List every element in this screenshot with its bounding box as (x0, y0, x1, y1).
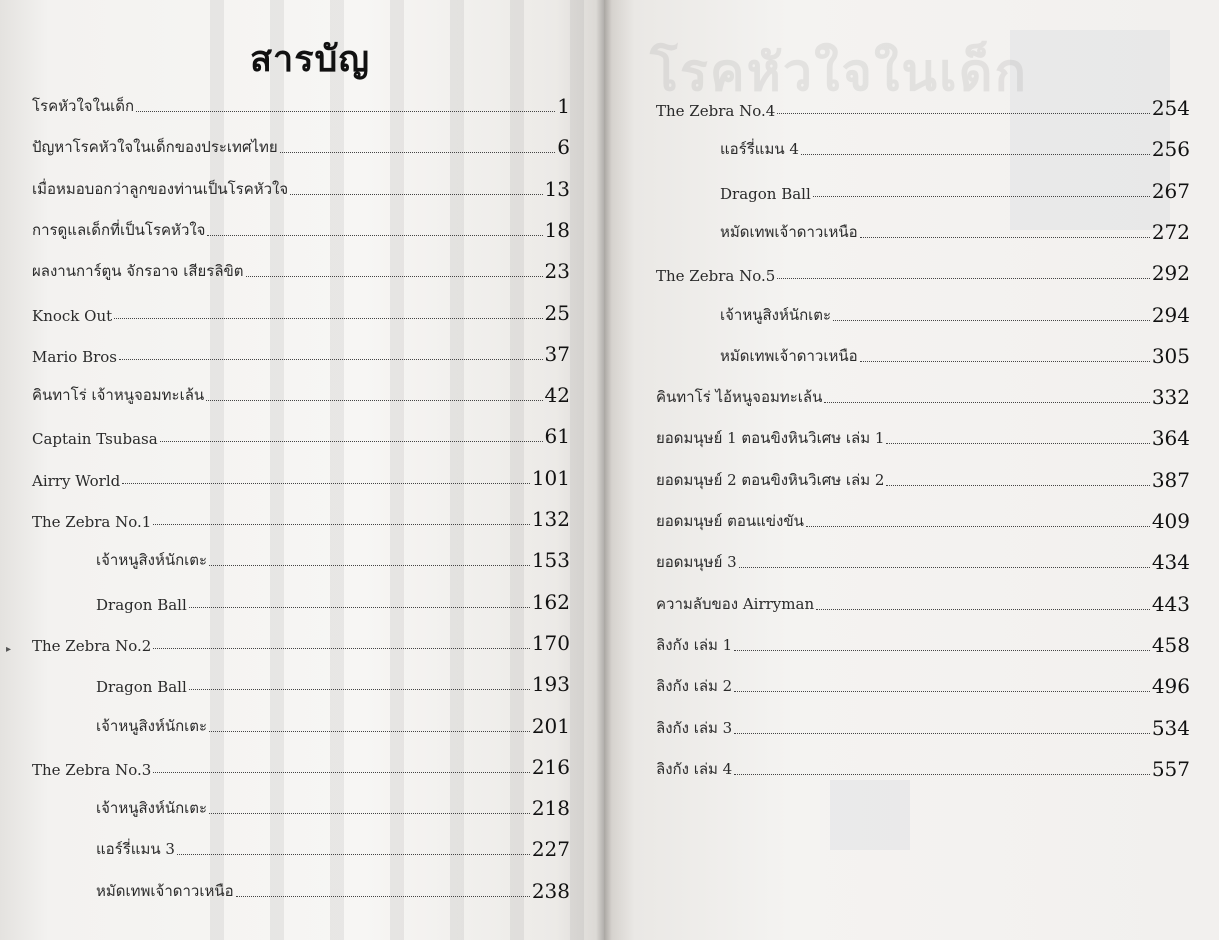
toc-entry (656, 588, 1190, 616)
dot-leader (206, 400, 542, 401)
dot-leader (114, 318, 542, 319)
toc-entry (720, 175, 1190, 203)
toc-entry-title: The Zebra No.2 (32, 636, 152, 655)
toc-entry-title: ยอดมนุษย์ 3 (656, 553, 737, 572)
toc-entry-page-number: 162 (531, 589, 570, 614)
toc-entry-title: ยอดมนุษย์ 2 ตอนขิงหินวิเศษ เล่ม 2 (656, 470, 885, 489)
toc-entry (32, 503, 570, 531)
dot-leader (153, 772, 530, 773)
toc-entry-title: Dragon Ball (96, 678, 187, 697)
dot-leader (246, 276, 543, 277)
toc-entry-page-number: 6 (557, 135, 570, 160)
toc-entry (32, 420, 570, 448)
toc-entry-page-number: 434 (1151, 550, 1190, 575)
dot-leader (209, 731, 530, 732)
toc-entry-title: ลิงกัง เล่ม 1 (656, 635, 733, 654)
dot-leader (136, 111, 555, 112)
toc-entry-page-number: 227 (531, 837, 570, 862)
toc-entry (720, 216, 1190, 244)
toc-entry-title: Captain Tsubasa (32, 430, 158, 449)
dot-leader (886, 443, 1149, 444)
toc-entry-page-number: 42 (544, 383, 570, 408)
toc-entry (656, 257, 1190, 285)
toc-entry-title: หมัดเทพเจ้าดาวเหนือ (96, 881, 234, 900)
toc-entry-page-number: 25 (544, 300, 570, 325)
dot-leader (734, 733, 1150, 734)
toc-entry-title: ลิงกัง เล่ม 2 (656, 677, 733, 696)
dot-leader (160, 441, 543, 442)
toc-entry (656, 712, 1190, 740)
toc-entry-title: ลิงกัง เล่ม 4 (656, 759, 733, 778)
toc-entry (96, 875, 570, 903)
margin-mark: ▸ (6, 644, 12, 655)
toc-entry (656, 753, 1190, 781)
dot-leader (734, 691, 1150, 692)
toc-entry-page-number: 272 (1151, 219, 1190, 244)
dot-leader (860, 361, 1150, 362)
toc-entry-page-number: 292 (1151, 261, 1190, 286)
dot-leader (189, 689, 530, 690)
dot-leader (806, 526, 1150, 527)
dot-leader (119, 359, 543, 360)
dot-leader (189, 607, 530, 608)
dot-leader (734, 650, 1150, 651)
toc-entry-page-number: 132 (531, 507, 570, 531)
toc-entry-page-number: 18 (544, 217, 570, 242)
toc-entry (656, 546, 1190, 574)
dot-leader (153, 648, 530, 649)
toc-entry-page-number: 216 (531, 754, 570, 779)
dot-leader (813, 196, 1150, 197)
toc-entry-title: เจ้าหนูสิงห์นักเตะ (96, 799, 208, 818)
show-through-text: โรคหัวใจในเด็ก (650, 43, 1028, 103)
toc-entry-title: Mario Bros (32, 347, 117, 366)
toc-entry-title: การดูแลเด็กที่เป็นโรคหัวใจ (32, 220, 206, 239)
toc-entry-page-number: 218 (531, 796, 570, 821)
book-gutter (596, 0, 612, 940)
toc-entry (656, 92, 1190, 120)
toc-entry-title: หมัดเทพเจ้าดาวเหนือ (720, 346, 858, 365)
toc-entry-page-number: 201 (531, 713, 570, 738)
dot-leader (860, 237, 1150, 238)
dot-leader (739, 567, 1150, 568)
toc-entry (32, 751, 570, 779)
dot-leader (207, 235, 542, 236)
toc-entry-page-number: 294 (1151, 302, 1190, 327)
toc-entry-title: Dragon Ball (96, 595, 187, 614)
toc-entry-title: ยอดมนุษย์ 1 ตอนขิงหินวิเศษ เล่ม 1 (656, 429, 885, 448)
toc-entry (96, 792, 570, 820)
toc-entry-title: The Zebra No.5 (656, 267, 776, 286)
toc-entry-page-number: 61 (544, 424, 570, 449)
toc-entry (32, 173, 570, 201)
toc-entry-page-number: 332 (1151, 385, 1190, 410)
toc-entry (32, 90, 570, 118)
toc-entry-title: Dragon Ball (720, 184, 811, 203)
toc-entry-page-number: 364 (1151, 426, 1190, 451)
toc-entry (32, 462, 570, 490)
toc-entry-page-number: 238 (531, 878, 570, 903)
page-title: สารบัญ (250, 39, 371, 80)
toc-entry-page-number: 409 (1151, 509, 1190, 533)
dot-leader (816, 609, 1150, 610)
toc-entry-page-number: 101 (531, 465, 570, 490)
toc-entry-title: The Zebra No.1 (32, 513, 152, 531)
toc-entry (96, 586, 570, 614)
toc-entry-title: โรคหัวใจในเด็ก (32, 97, 135, 115)
toc-entry-page-number: 1 (557, 94, 570, 118)
toc-entry-title: ปัญหาโรคหัวใจในเด็กของประเทศไทย (32, 138, 278, 157)
dot-leader (153, 524, 530, 525)
toc-entry-title: เมื่อหมอบอกว่าลูกของท่านเป็นโรคหัวใจ (32, 179, 289, 198)
toc-entry-page-number: 387 (1151, 467, 1190, 492)
dot-leader (280, 152, 556, 153)
toc-entry (656, 381, 1190, 409)
toc-entry-page-number: 534 (1151, 715, 1190, 740)
toc-entry-title: คินทาโร่ ไอ้หนูจอมทะเล้น (656, 388, 823, 407)
toc-entry-title: ความลับของ Airryman (656, 594, 815, 613)
dot-leader (801, 154, 1150, 155)
toc-entry-page-number: 443 (1151, 591, 1190, 616)
toc-entry-page-number: 13 (544, 176, 570, 201)
toc-entry-page-number: 153 (531, 548, 570, 573)
dot-leader (777, 278, 1150, 279)
toc-entry-title: ลิงกัง เล่ม 3 (656, 718, 733, 737)
toc-entry-page-number: 37 (544, 341, 570, 366)
toc-entry (720, 340, 1190, 368)
toc-entry (656, 670, 1190, 698)
toc-entry (656, 505, 1190, 533)
toc-entry (96, 668, 570, 696)
toc-entry-title: ยอดมนุษย์ ตอนแข่งขัน (656, 512, 804, 530)
toc-entry-title: Knock Out (32, 306, 113, 325)
toc-entry-title: แอร์รี่แมน 3 (96, 840, 175, 859)
toc-entry-page-number: 254 (1151, 96, 1190, 120)
toc-entry (720, 133, 1190, 161)
toc-entry-title: เจ้าหนูสิงห์นักเตะ (720, 305, 832, 324)
toc-entry-title: Airry World (32, 471, 121, 490)
toc-entry (32, 131, 570, 159)
toc-entry-page-number: 23 (544, 259, 570, 284)
toc-entry (32, 297, 570, 325)
toc-entry-page-number: 305 (1151, 343, 1190, 368)
toc-entry-title: เจ้าหนูสิงห์นักเตะ (96, 551, 208, 570)
toc-entry-page-number: 170 (531, 630, 570, 655)
toc-entry (656, 422, 1190, 450)
toc-entry-page-number: 267 (1151, 178, 1190, 203)
toc-entry-title: เจ้าหนูสิงห์นักเตะ (96, 716, 208, 735)
toc-entry-page-number: 458 (1151, 632, 1190, 657)
toc-entry (32, 627, 570, 655)
toc-entry-page-number: 193 (531, 672, 570, 697)
dot-leader (122, 483, 530, 484)
show-through-image (830, 780, 910, 850)
toc-entry-title: ผลงานการ์ตูน จักรอาจ เสียรลิขิต (32, 262, 244, 281)
toc-entry-page-number: 557 (1151, 756, 1190, 781)
toc-entry (32, 255, 570, 283)
toc-entry-page-number: 256 (1151, 137, 1190, 162)
toc-entry (656, 464, 1190, 492)
toc-entry (96, 833, 570, 861)
toc-entry-page-number: 496 (1151, 674, 1190, 699)
dot-leader (177, 854, 530, 855)
dot-leader (824, 402, 1149, 403)
dot-leader (209, 813, 530, 814)
dot-leader (236, 896, 530, 897)
dot-leader (777, 113, 1150, 114)
toc-entry (32, 214, 570, 242)
toc-entry-title: หมัดเทพเจ้าดาวเหนือ (720, 222, 858, 241)
dot-leader (886, 485, 1149, 486)
dot-leader (290, 194, 542, 195)
toc-entry (32, 338, 570, 366)
toc-entry (96, 710, 570, 738)
toc-entry (32, 379, 570, 407)
toc-entry (96, 544, 570, 572)
dot-leader (734, 774, 1150, 775)
dot-leader (209, 565, 530, 566)
toc-entry-title: The Zebra No.4 (656, 102, 776, 120)
toc-entry-title: คินทาโร่ เจ้าหนูจอมทะเล้น (32, 386, 205, 405)
toc-entry-title: แอร์รี่แมน 4 (720, 140, 799, 159)
dot-leader (833, 320, 1150, 321)
toc-entry-title: The Zebra No.3 (32, 760, 152, 779)
toc-entry (656, 629, 1190, 657)
toc-entry (720, 299, 1190, 327)
